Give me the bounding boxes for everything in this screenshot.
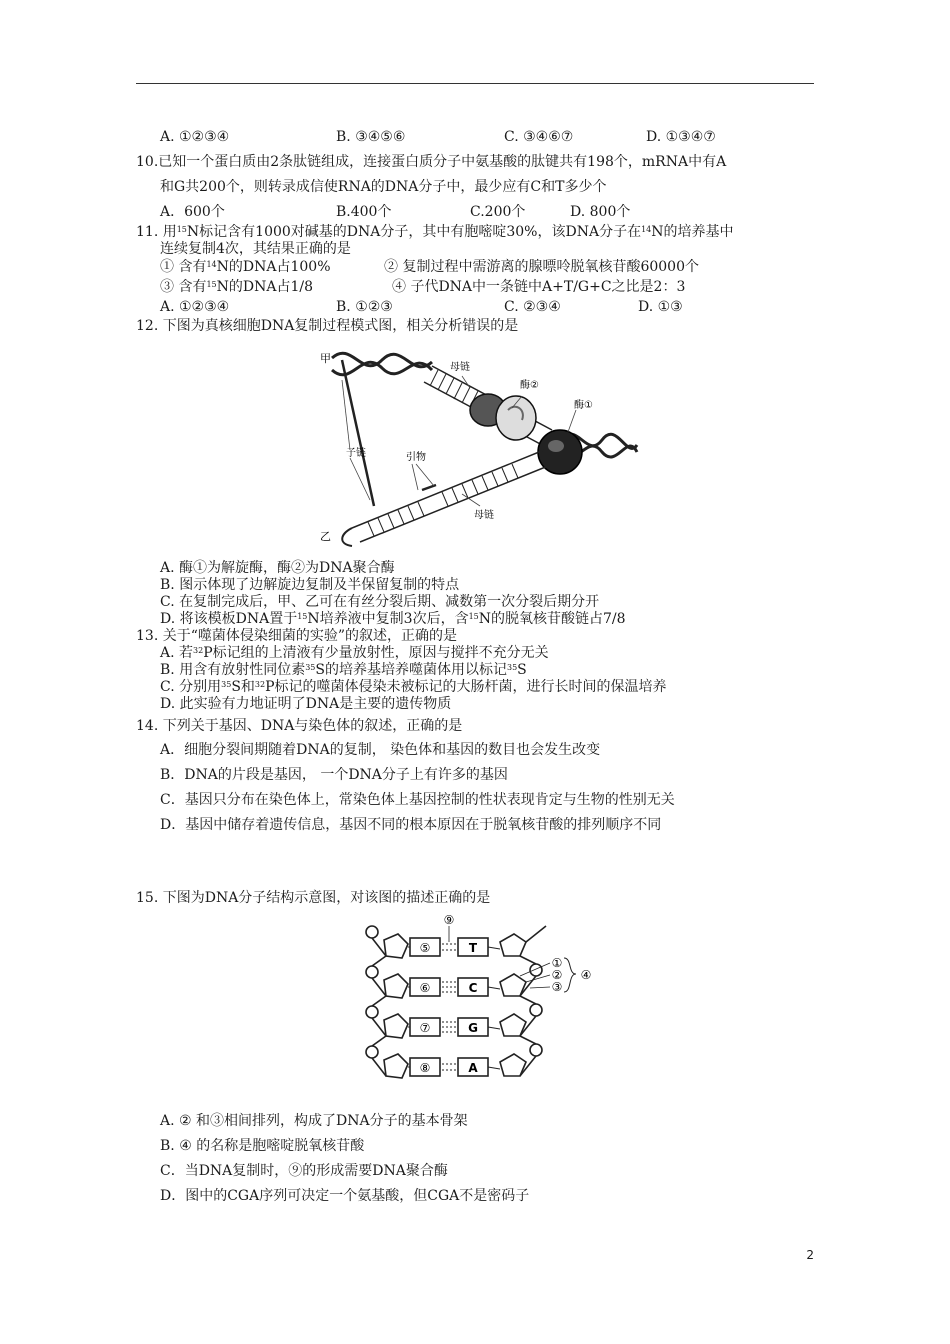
q15-option-c: C．当DNA复制时，⑨的形成需要DNA聚合酶 bbox=[160, 1163, 448, 1179]
q14-option-a: A．细胞分裂间期随着DNA的复制， 染色体和基因的数目也会发生改变 bbox=[160, 742, 601, 758]
label-n3: ③ bbox=[551, 980, 563, 994]
label-jia: 甲 bbox=[320, 352, 331, 365]
label-n1: ① bbox=[551, 956, 563, 970]
page-number: 2 bbox=[806, 1248, 814, 1262]
label-parent-strand-2: 母链 bbox=[474, 510, 494, 521]
dna-structure-figure bbox=[360, 912, 600, 1097]
q11-statement-4: ④ 子代DNA中一条链中A+T/G+C之比是2：3 bbox=[392, 279, 686, 295]
base-T: T bbox=[468, 941, 478, 955]
label-n4: ④ bbox=[580, 968, 592, 982]
q14-option-d: D．基因中储存着遗传信息，基因不同的根本原因在于脱氧核苷酸的排列顺序不同 bbox=[160, 817, 662, 833]
q11-statement-1: ① 含有$^{14}$N的DNA占100% bbox=[160, 259, 331, 275]
q11-stem-line1: 11. 用$^{15}$N标记含有1000对碱基的DNA分子，其中有胞嘧啶30%，该DNA分子在$^{14}$N的培养基中 bbox=[136, 224, 734, 240]
q11-option-b: B. ①②③ bbox=[336, 299, 393, 315]
q15-stem: 15. 下图为DNA分子结构示意图，对该图的描述正确的是 bbox=[136, 890, 491, 906]
q11-statement-3: ③ 含有$^{15}$N的DNA占1/8 bbox=[160, 279, 314, 295]
q11-stem-line2: 连续复制4次，其结果正确的是 bbox=[160, 241, 351, 257]
q15-option-a: A. ② 和③相间排列，构成了DNA分子的基本骨架 bbox=[160, 1113, 468, 1129]
label-yi: 乙 bbox=[320, 530, 331, 543]
dna-replication-figure bbox=[312, 340, 642, 550]
q9-option-c: C. ③④⑥⑦ bbox=[504, 129, 574, 145]
q12-option-d: D. 将该模板DNA置于$^{15}$N培养液中复制3次后，含$^{15}$N的脱氧核苷酸链占7/8 bbox=[160, 611, 626, 627]
q13-option-c: C. 分别用$^{35}$S和$^{32}$P标记的噬菌体侵染未被标记的大肠杆菌，进行长时间的保温培养 bbox=[160, 679, 667, 695]
label-parent-strand-1: 母链 bbox=[450, 362, 470, 373]
header-rule bbox=[136, 83, 814, 84]
q10-stem-line2: 和G共200个，则转录成信使RNA的DNA分子中，最少应有C和T多少个 bbox=[160, 179, 607, 195]
label-n8: ⑧ bbox=[419, 1061, 431, 1075]
q10-stem-line1: 10.已知一个蛋白质由2条肽链组成，连接蛋白质分子中氨基酸的肽键共有198个，mRNA中有A bbox=[136, 154, 727, 170]
label-daughter-strand: 子链 bbox=[346, 448, 366, 459]
q13-option-d: D. 此实验有力地证明了DNA是主要的遗传物质 bbox=[160, 696, 452, 712]
q12-option-a: A. 酶①为解旋酶，酶②为DNA聚合酶 bbox=[160, 560, 395, 576]
q14-option-c: C．基因只分布在染色体上，常染色体上基因控制的性状表现肯定与生物的性别无关 bbox=[160, 792, 675, 808]
q9-option-b: B. ③④⑤⑥ bbox=[336, 129, 406, 145]
label-n2: ② bbox=[551, 968, 563, 982]
q11-option-a: A. ①②③④ bbox=[160, 299, 230, 315]
q10-option-c: C.200个 bbox=[470, 204, 526, 220]
q15-option-b: B. ④ 的名称是胞嘧啶脱氧核苷酸 bbox=[160, 1138, 365, 1154]
q11-option-d: D. ①③ bbox=[638, 299, 683, 315]
q9-option-a: A. ①②③④ bbox=[160, 129, 230, 145]
q14-stem: 14. 下列关于基因、DNA与染色体的叙述，正确的是 bbox=[136, 718, 463, 734]
base-C: C bbox=[468, 981, 478, 995]
label-enzyme-2: 酶② bbox=[520, 380, 539, 391]
q11-option-c: C. ②③④ bbox=[504, 299, 561, 315]
base-G: G bbox=[468, 1021, 478, 1035]
label-n9: ⑨ bbox=[443, 913, 455, 927]
label-n5: ⑤ bbox=[419, 941, 431, 955]
q12-option-c: C. 在复制完成后，甲、乙可在有丝分裂后期、减数第一次分裂后期分开 bbox=[160, 594, 600, 610]
q14-option-b: B．DNA的片段是基因， 一个DNA分子上有许多的基因 bbox=[160, 767, 508, 783]
q9-option-d: D. ①③④⑦ bbox=[646, 129, 716, 145]
q13-option-b: B. 用含有放射性同位素$^{35}$S的培养基培养噬菌体用以标记$^{35}$S bbox=[160, 662, 527, 678]
q15-option-d: D．图中的CGA序列可决定一个氨基酸，但CGA不是密码子 bbox=[160, 1188, 530, 1204]
q12-option-b: B. 图示体现了边解旋边复制及半保留复制的特点 bbox=[160, 577, 460, 593]
label-enzyme-1: 酶① bbox=[574, 400, 593, 411]
q10-option-b: B.400个 bbox=[336, 204, 392, 220]
q13-stem: 13. 关于“噬菌体侵染细菌的实验”的叙述，正确的是 bbox=[136, 628, 458, 644]
base-A: A bbox=[468, 1061, 478, 1075]
q10-option-d: D. 800个 bbox=[570, 204, 631, 220]
q12-stem: 12. 下图为真核细胞DNA复制过程模式图，相关分析错误的是 bbox=[136, 318, 519, 334]
q11-statement-2: ② 复制过程中需游离的腺嘌呤脱氧核苷酸60000个 bbox=[384, 259, 699, 275]
q10-option-a: A．600个 bbox=[160, 204, 225, 220]
q13-option-a: A. 若$^{32}$P标记组的上清液有少量放射性，原因与搅拌不充分无关 bbox=[160, 645, 549, 661]
label-n7: ⑦ bbox=[419, 1021, 431, 1035]
label-primer: 引物 bbox=[406, 452, 426, 463]
label-n6: ⑥ bbox=[419, 981, 431, 995]
